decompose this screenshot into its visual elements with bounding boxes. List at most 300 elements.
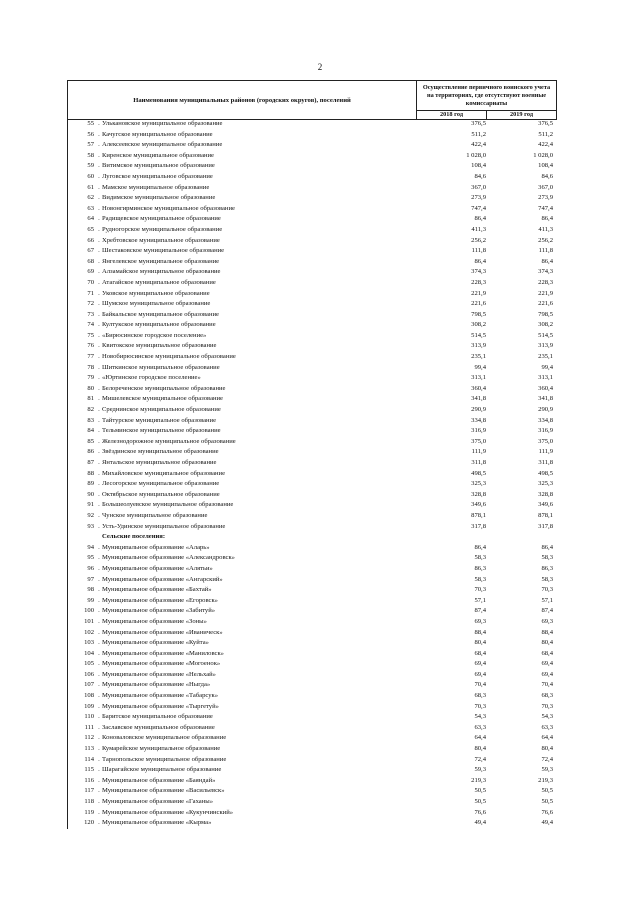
- row-number: 55: [87, 120, 94, 127]
- value-2019: 798,5: [538, 310, 553, 318]
- value-2019: 86,4: [541, 215, 553, 223]
- row-number: 56: [87, 130, 94, 138]
- table-row: [68, 352, 558, 363]
- row-name: Видимское муниципальное образование: [102, 194, 216, 202]
- row-name: Тайтурское муниципальное образование: [102, 416, 217, 424]
- row-number: 97: [87, 575, 94, 583]
- row-dot: .: [98, 755, 100, 763]
- row-name: Алзамайское муниципальное образование: [102, 268, 221, 276]
- table-row: [68, 320, 558, 331]
- row-number: 69: [87, 268, 94, 276]
- row-number: 59: [87, 162, 94, 170]
- value-2019: 63,3: [541, 723, 553, 731]
- value-2018: 69,3: [474, 617, 486, 625]
- value-2018: 328,8: [471, 490, 486, 498]
- value-2018: 313,9: [471, 342, 486, 350]
- table-row: [68, 172, 558, 183]
- row-dot: .: [98, 776, 100, 784]
- value-2019: 311,8: [538, 459, 553, 466]
- value-2018: 84,6: [474, 172, 486, 180]
- row-dot: .: [98, 692, 100, 700]
- row-number: 57: [87, 141, 94, 149]
- value-2018: 235,1: [471, 353, 486, 361]
- row-number: 66: [87, 236, 94, 244]
- value-2018: 87,4: [474, 607, 486, 615]
- value-2018: 798,5: [471, 310, 486, 318]
- year-2019-header: 2019 год: [509, 111, 534, 118]
- table-row: [68, 638, 558, 649]
- row-dot: .: [98, 639, 100, 647]
- value-2019: 308,2: [538, 321, 553, 329]
- row-number: 99: [87, 596, 94, 604]
- value-2019: 325,3: [538, 480, 553, 488]
- value-2018: 514,5: [471, 331, 486, 339]
- row-dot: .: [98, 363, 100, 371]
- table-row: [68, 416, 558, 427]
- value-2018: 376,5: [471, 120, 486, 127]
- row-name: Янтальское муниципальное образование: [102, 459, 217, 466]
- value-2019: 511,2: [538, 130, 553, 138]
- value-2019: 80,4: [541, 745, 553, 753]
- value-2019: 72,4: [541, 755, 553, 763]
- row-name: Луговское муниципальное образование: [102, 172, 213, 180]
- value-2019: 316,9: [538, 427, 553, 435]
- row-name: Мишелевское муниципальное образование: [102, 395, 223, 403]
- row-number: 79: [87, 374, 94, 382]
- row-name: Кумарейское муниципальное образование: [102, 745, 221, 753]
- row-dot: .: [98, 437, 100, 445]
- value-2019: 878,1: [538, 511, 553, 519]
- row-number: 93: [87, 522, 94, 530]
- value-2019: 50,5: [541, 798, 553, 805]
- row-name: Муниципальное образование «Егоровск»: [102, 596, 218, 604]
- row-name: Муниципальное образование «Зоны»: [102, 617, 207, 625]
- value-2018: 50,5: [474, 787, 486, 795]
- value-2018: 374,3: [471, 268, 486, 276]
- row-number: 90: [87, 490, 94, 498]
- row-dot: .: [98, 310, 100, 318]
- value-2019: 256,2: [538, 236, 553, 244]
- row-dot: .: [98, 353, 100, 361]
- value-2018: 69,4: [474, 660, 486, 668]
- row-number: 77: [87, 353, 94, 361]
- value-2019: 111,8: [538, 247, 553, 255]
- row-dot: .: [98, 395, 100, 403]
- value-2018: 64,4: [474, 734, 486, 742]
- value-2018: 341,8: [471, 395, 486, 403]
- table-row: [68, 405, 558, 416]
- row-name: Коноваловское муниципальное образование: [102, 734, 227, 742]
- value-2018: 59,3: [474, 766, 486, 774]
- row-dot: .: [98, 607, 100, 615]
- row-name: Михайловское муниципальное образование: [102, 469, 226, 477]
- row-dot: .: [98, 543, 100, 551]
- value-2019: 86,4: [541, 257, 553, 265]
- row-name: Муниципальное образование «Аларь»: [102, 543, 210, 551]
- row-dot: .: [98, 172, 100, 180]
- row-number: 65: [87, 225, 94, 233]
- value-2019: 422,4: [538, 141, 553, 149]
- row-name: Муниципальное образование «Гаханы»: [102, 798, 213, 805]
- row-number: 113: [84, 745, 94, 753]
- row-dot: .: [98, 374, 100, 382]
- row-name: Шиткинское муниципальное образование: [102, 363, 220, 371]
- value-2018: 86,3: [474, 564, 486, 572]
- row-name: Муниципальное образование «Могоенок»: [102, 660, 221, 668]
- table-row: [68, 373, 558, 384]
- value-2019: 360,4: [538, 384, 553, 392]
- row-name: Большеолуевское муниципальное образование: [102, 501, 234, 509]
- row-dot: .: [98, 448, 100, 456]
- table-row: [68, 183, 558, 194]
- value-2018: 316,9: [471, 427, 486, 435]
- row-name: Чунское муниципальное образование: [102, 511, 208, 519]
- value-2019: 88,4: [541, 628, 553, 636]
- value-2018: 50,5: [474, 798, 486, 805]
- value-column-header: [417, 81, 556, 119]
- value-2018: 747,4: [471, 204, 486, 212]
- value-2018: 80,4: [474, 745, 486, 753]
- row-dot: .: [98, 225, 100, 233]
- row-number: 58: [87, 151, 94, 159]
- value-2018: 498,5: [471, 469, 486, 477]
- value-2019: 514,5: [538, 331, 553, 339]
- value-2019: 59,3: [541, 766, 553, 774]
- table-row: [68, 267, 558, 278]
- value-2018: 68,3: [474, 692, 486, 700]
- value-2019: 58,3: [541, 575, 553, 583]
- table-body: [67, 119, 558, 829]
- row-name: Квитокское муниципальное образование: [102, 342, 217, 350]
- table-row: [68, 246, 558, 257]
- value-2019: 328,8: [538, 490, 553, 498]
- row-name: Хребтовское муниципальное образование: [102, 236, 220, 244]
- row-number: 118: [84, 798, 94, 805]
- table-row: [68, 500, 558, 511]
- row-dot: .: [98, 702, 100, 710]
- table-row: [68, 553, 558, 564]
- row-number: 109: [84, 702, 94, 710]
- row-dot: .: [98, 459, 100, 466]
- value-2019: 273,9: [538, 194, 553, 202]
- value-2018: 219,3: [471, 776, 486, 784]
- table-row: [68, 479, 558, 490]
- value-2019: 58,3: [541, 554, 553, 562]
- row-dot: .: [98, 660, 100, 668]
- table-row: [68, 299, 558, 310]
- row-dot: .: [98, 120, 100, 127]
- table-row: [68, 278, 558, 289]
- table-row: [68, 341, 558, 352]
- table-header: [67, 80, 557, 120]
- row-name: Муниципальное образование «Кукунчинский»: [102, 808, 234, 816]
- row-dot: .: [98, 427, 100, 435]
- row-dot: .: [98, 215, 100, 223]
- row-name: Усть-Удинское муниципальное образование: [102, 522, 226, 530]
- value-2018: 111,8: [471, 247, 486, 255]
- value-2018: 76,6: [474, 808, 486, 816]
- row-number: 96: [87, 564, 94, 572]
- row-dot: .: [98, 300, 100, 308]
- table-row: [68, 394, 558, 405]
- row-dot: .: [98, 151, 100, 159]
- value-2019: 747,4: [538, 204, 553, 212]
- row-dot: .: [98, 289, 100, 297]
- row-dot: .: [98, 342, 100, 350]
- row-name: Лесогорское муниципальное образование: [102, 480, 220, 488]
- table-row: [68, 659, 558, 670]
- row-dot: .: [98, 204, 100, 212]
- row-dot: .: [98, 247, 100, 255]
- value-2018: 86,4: [474, 257, 486, 265]
- table-row: [68, 691, 558, 702]
- row-number: 75: [87, 331, 94, 339]
- row-dot: .: [98, 745, 100, 753]
- row-number: 61: [87, 183, 94, 191]
- row-name: Баритское муниципальное образование: [102, 713, 213, 721]
- row-name: Муниципальное образование «Маниловск»: [102, 649, 224, 657]
- value-2018: 256,2: [471, 236, 486, 244]
- row-dot: .: [98, 649, 100, 657]
- row-number: 60: [87, 172, 94, 180]
- value-2019: 86,3: [541, 564, 553, 572]
- value-2019: 84,6: [541, 172, 553, 180]
- table-row: [68, 723, 558, 734]
- row-name: Радищевское муниципальное образование: [102, 215, 221, 223]
- row-name: Улькановское муниципальное образование: [102, 120, 223, 127]
- row-dot: .: [98, 416, 100, 424]
- value-2018: 108,4: [471, 162, 486, 170]
- row-dot: .: [98, 586, 100, 594]
- page-number: 2: [317, 62, 323, 72]
- allocation-table: [67, 80, 557, 827]
- value-2018: 57,1: [474, 596, 486, 604]
- year-headers: [417, 110, 556, 119]
- row-dot: .: [98, 596, 100, 604]
- row-name: «Юртинское городское поселение»: [102, 374, 201, 382]
- value-2018: 349,6: [471, 501, 486, 509]
- table-row: [68, 257, 558, 268]
- row-number: 95: [87, 554, 94, 562]
- row-name: Новонгирминское муниципальное образование: [102, 204, 235, 212]
- value-2018: 69,4: [474, 670, 486, 678]
- row-dot: .: [98, 575, 100, 583]
- value-2019: 334,8: [538, 416, 553, 424]
- value-2018: 221,6: [471, 300, 486, 308]
- row-name: Тельминское муниципальное образование: [102, 427, 221, 435]
- row-name: Рудногорское муниципальное образование: [102, 225, 223, 233]
- row-number: 105: [84, 660, 94, 668]
- name-column-header: Наименования муниципальных районов (городских округов), поселений: [68, 81, 417, 119]
- value-2019: 69,3: [541, 617, 553, 625]
- row-name: Киренское муниципальное образование: [102, 151, 214, 159]
- row-dot: .: [98, 670, 100, 678]
- value-2018: 49,4: [474, 819, 486, 827]
- value-2018: 54,3: [474, 713, 486, 721]
- table-row: [68, 786, 558, 797]
- row-number: 64: [87, 215, 94, 223]
- year-2018-header: 2018 год: [417, 111, 487, 119]
- row-name: Янгелевское муниципальное образование: [102, 257, 220, 265]
- value-2019: 69,4: [541, 660, 553, 668]
- value-2019: 349,6: [538, 501, 553, 509]
- row-number: 103: [84, 639, 94, 647]
- row-name: Муниципальное образование «Бахтай»: [102, 586, 212, 594]
- row-number: 106: [84, 670, 94, 678]
- row-number: 68: [87, 257, 94, 265]
- row-dot: .: [98, 723, 100, 731]
- value-2019: 50,5: [541, 787, 553, 795]
- row-name: Култукское муниципальное образование: [102, 321, 216, 329]
- row-dot: .: [98, 331, 100, 339]
- value-2019: 235,1: [538, 353, 553, 361]
- row-name: Атагайское муниципальное образование: [102, 278, 216, 286]
- table-row: [68, 331, 558, 342]
- table-row: [68, 755, 558, 766]
- value-2019: 313,1: [538, 374, 553, 382]
- row-name: Муниципальное образование «Баяндай»: [102, 776, 216, 784]
- value-2018: 111,9: [471, 448, 486, 456]
- table-row: [68, 776, 558, 787]
- table-row: [68, 363, 558, 374]
- value-2018: 334,8: [471, 416, 486, 424]
- value-2019: 87,4: [541, 607, 553, 615]
- row-name: Шестаковское муниципальное образование: [102, 247, 225, 255]
- table-row: [68, 225, 558, 236]
- row-name: Муниципальное образование «Иваническ»: [102, 628, 223, 636]
- table-row: [68, 469, 558, 480]
- row-dot: .: [98, 490, 100, 498]
- value-2019: 70,3: [541, 586, 553, 594]
- row-number: 91: [87, 501, 94, 509]
- value-2018: 58,3: [474, 575, 486, 583]
- table-row: [68, 628, 558, 639]
- value-2018: 70,3: [474, 586, 486, 594]
- row-dot: .: [98, 469, 100, 477]
- row-number: 98: [87, 586, 94, 594]
- value-2019: 1 028,0: [533, 151, 553, 159]
- row-dot: .: [98, 554, 100, 562]
- row-name: Муниципальное образование «Табарсук»: [102, 692, 219, 700]
- row-dot: .: [98, 734, 100, 742]
- row-number: 111: [84, 723, 94, 731]
- table-row: [68, 733, 558, 744]
- table-row: [68, 214, 558, 225]
- table-row: [68, 596, 558, 607]
- row-dot: .: [98, 511, 100, 519]
- value-2018: 422,4: [471, 141, 486, 149]
- value-2019: 411,3: [538, 225, 553, 233]
- value-2019: 111,9: [538, 448, 553, 456]
- value-2018: 80,4: [474, 639, 486, 647]
- table-row: [68, 585, 558, 596]
- table-row: [68, 193, 558, 204]
- row-name: Белореченское муниципальное образование: [102, 384, 226, 392]
- table-row: [68, 130, 558, 141]
- row-dot: .: [98, 522, 100, 530]
- row-name: Муниципальное образование «Васильевск»: [102, 787, 225, 795]
- value-2019: 498,5: [538, 469, 553, 477]
- row-number: 120: [84, 819, 94, 827]
- value-2018: 511,2: [471, 130, 486, 138]
- row-number: 70: [87, 278, 94, 286]
- value-2019: 68,4: [541, 649, 553, 657]
- row-number: 73: [87, 310, 94, 318]
- table-row: [68, 575, 558, 586]
- table-row: [68, 606, 558, 617]
- row-dot: .: [98, 141, 100, 149]
- row-number: 63: [87, 204, 94, 212]
- value-2018: 86,4: [474, 215, 486, 223]
- row-number: 80: [87, 384, 94, 392]
- row-number: 78: [87, 363, 94, 371]
- value-2019: 64,4: [541, 734, 553, 742]
- row-name: Муниципальное образование «Куйта»: [102, 639, 209, 647]
- row-name: Среднинское муниципальное образование: [102, 406, 221, 414]
- row-number: 62: [87, 194, 94, 202]
- value-2019: 80,4: [541, 639, 553, 647]
- row-dot: .: [98, 278, 100, 286]
- value-2018: 375,0: [471, 437, 486, 445]
- value-2019: 341,8: [538, 395, 553, 403]
- row-dot: .: [98, 501, 100, 509]
- table-row: [68, 744, 558, 755]
- value-2018: 58,3: [474, 554, 486, 562]
- row-number: 116: [84, 776, 94, 784]
- table-row: [68, 426, 558, 437]
- row-name: Алексеевское муниципальное образование: [102, 141, 223, 149]
- row-dot: .: [98, 617, 100, 625]
- value-2018: 313,1: [471, 374, 486, 382]
- value-2018: 878,1: [471, 511, 486, 519]
- row-name: «Бирюсинское городское поселение»: [102, 331, 207, 339]
- row-number: 104: [84, 649, 94, 657]
- row-name: Шарагайское муниципальное образование: [102, 766, 222, 774]
- row-name: Мамское муниципальное образование: [102, 183, 210, 191]
- value-2018: 72,4: [474, 755, 486, 763]
- table-row: [68, 119, 558, 130]
- row-number: 89: [87, 480, 94, 488]
- table-row: [68, 437, 558, 448]
- table-row: [68, 490, 558, 501]
- value-2018: 411,3: [471, 225, 486, 233]
- table-row: [68, 310, 558, 321]
- row-dot: .: [98, 162, 100, 170]
- row-number: 117: [84, 787, 94, 795]
- table-row: [68, 670, 558, 681]
- table-row: [68, 447, 558, 458]
- row-name: Витимское муниципальное образование: [102, 162, 215, 170]
- value-2018: 290,9: [471, 406, 486, 414]
- row-dot: .: [98, 194, 100, 202]
- value-column-title: Осуществление первичного воинского учета на территориях, где отсутствуют военные комиссариаты: [422, 83, 551, 107]
- value-2018: 325,3: [471, 480, 486, 488]
- row-dot: .: [98, 257, 100, 265]
- row-name: Заславское муниципальное образование: [102, 723, 215, 731]
- value-2018: 221,9: [471, 289, 486, 297]
- row-name: Муниципальное образование «Забитуй»: [102, 607, 216, 615]
- table-row: [68, 384, 558, 395]
- table-row: [68, 617, 558, 628]
- row-number: 67: [87, 247, 94, 255]
- row-dot: .: [98, 321, 100, 329]
- row-name: Шумское муниципальное образование: [102, 300, 211, 308]
- value-2019: 99,4: [541, 363, 553, 371]
- row-dot: .: [98, 480, 100, 488]
- value-2019: 108,4: [538, 162, 553, 170]
- value-2018: 99,4: [474, 363, 486, 371]
- table-row: [68, 543, 558, 554]
